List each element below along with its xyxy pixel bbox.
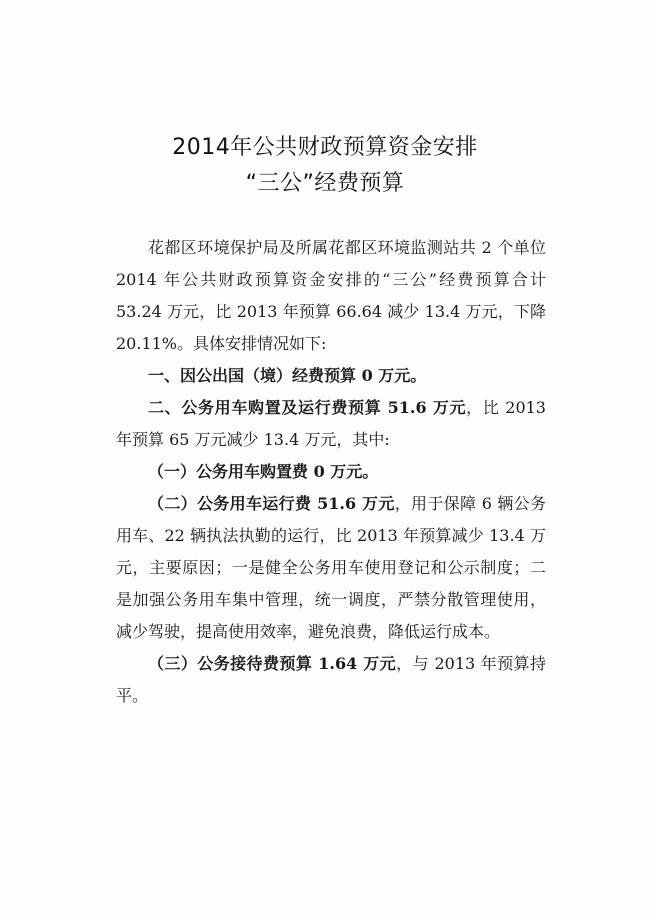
overseas-travel-heading: 一、因公出国（境）经费预算 0 万元。	[148, 366, 427, 385]
reception-text: ，与 2013 年预算持平。	[116, 654, 546, 705]
vehicle-operation-text: ，用于保障 6 辆公务用车、22 辆执法执勤的运行，比 2013 年预算减少 13.4 万元，主要原因；一是健全公务用车使用登记和公示制度；二是加强公务用车集中管理，统一调度，严禁分散管理使用，减少驾驶，提高使用效率，避免浪费，降低运行成本。	[116, 494, 546, 641]
paragraph-summary	[116, 232, 546, 360]
paragraph-vehicle-purchase	[116, 456, 546, 488]
vehicle-operation-heading: （二）公务用车运行费 51.6 万元	[148, 494, 395, 513]
paragraph-vehicle-operation	[116, 488, 546, 648]
paragraph-overseas-travel	[116, 360, 546, 392]
paragraph-reception	[116, 648, 546, 712]
vehicle-costs-heading: 二、公务用车购置及运行费预算 51.6 万元	[148, 398, 467, 417]
paragraph-vehicle-costs	[116, 392, 546, 456]
document-title-line-2: “三公”经费预算	[245, 171, 405, 196]
reception-heading: （三）公务接待费预算 1.64 万元	[148, 654, 397, 673]
paragraph-summary-text: 花都区环境保护局及所属花都区环境监测站共 2 个单位 2014 年公共财政预算资金安排的“三公”经费预算合计 53.24 万元，比 2013 年预算 66.64 减少 13.4 万元，下降 20.11%。具体安排情况如下:	[116, 238, 546, 353]
document-title-line-1: 2014年公共财政预算资金安排	[172, 135, 478, 160]
document-body	[116, 232, 546, 712]
vehicle-costs-text: ，比 2013 年预算 65 万元减少 13.4 万元，其中:	[116, 398, 546, 449]
vehicle-purchase-heading: （一）公务用车购置费 0 万元。	[148, 462, 379, 481]
